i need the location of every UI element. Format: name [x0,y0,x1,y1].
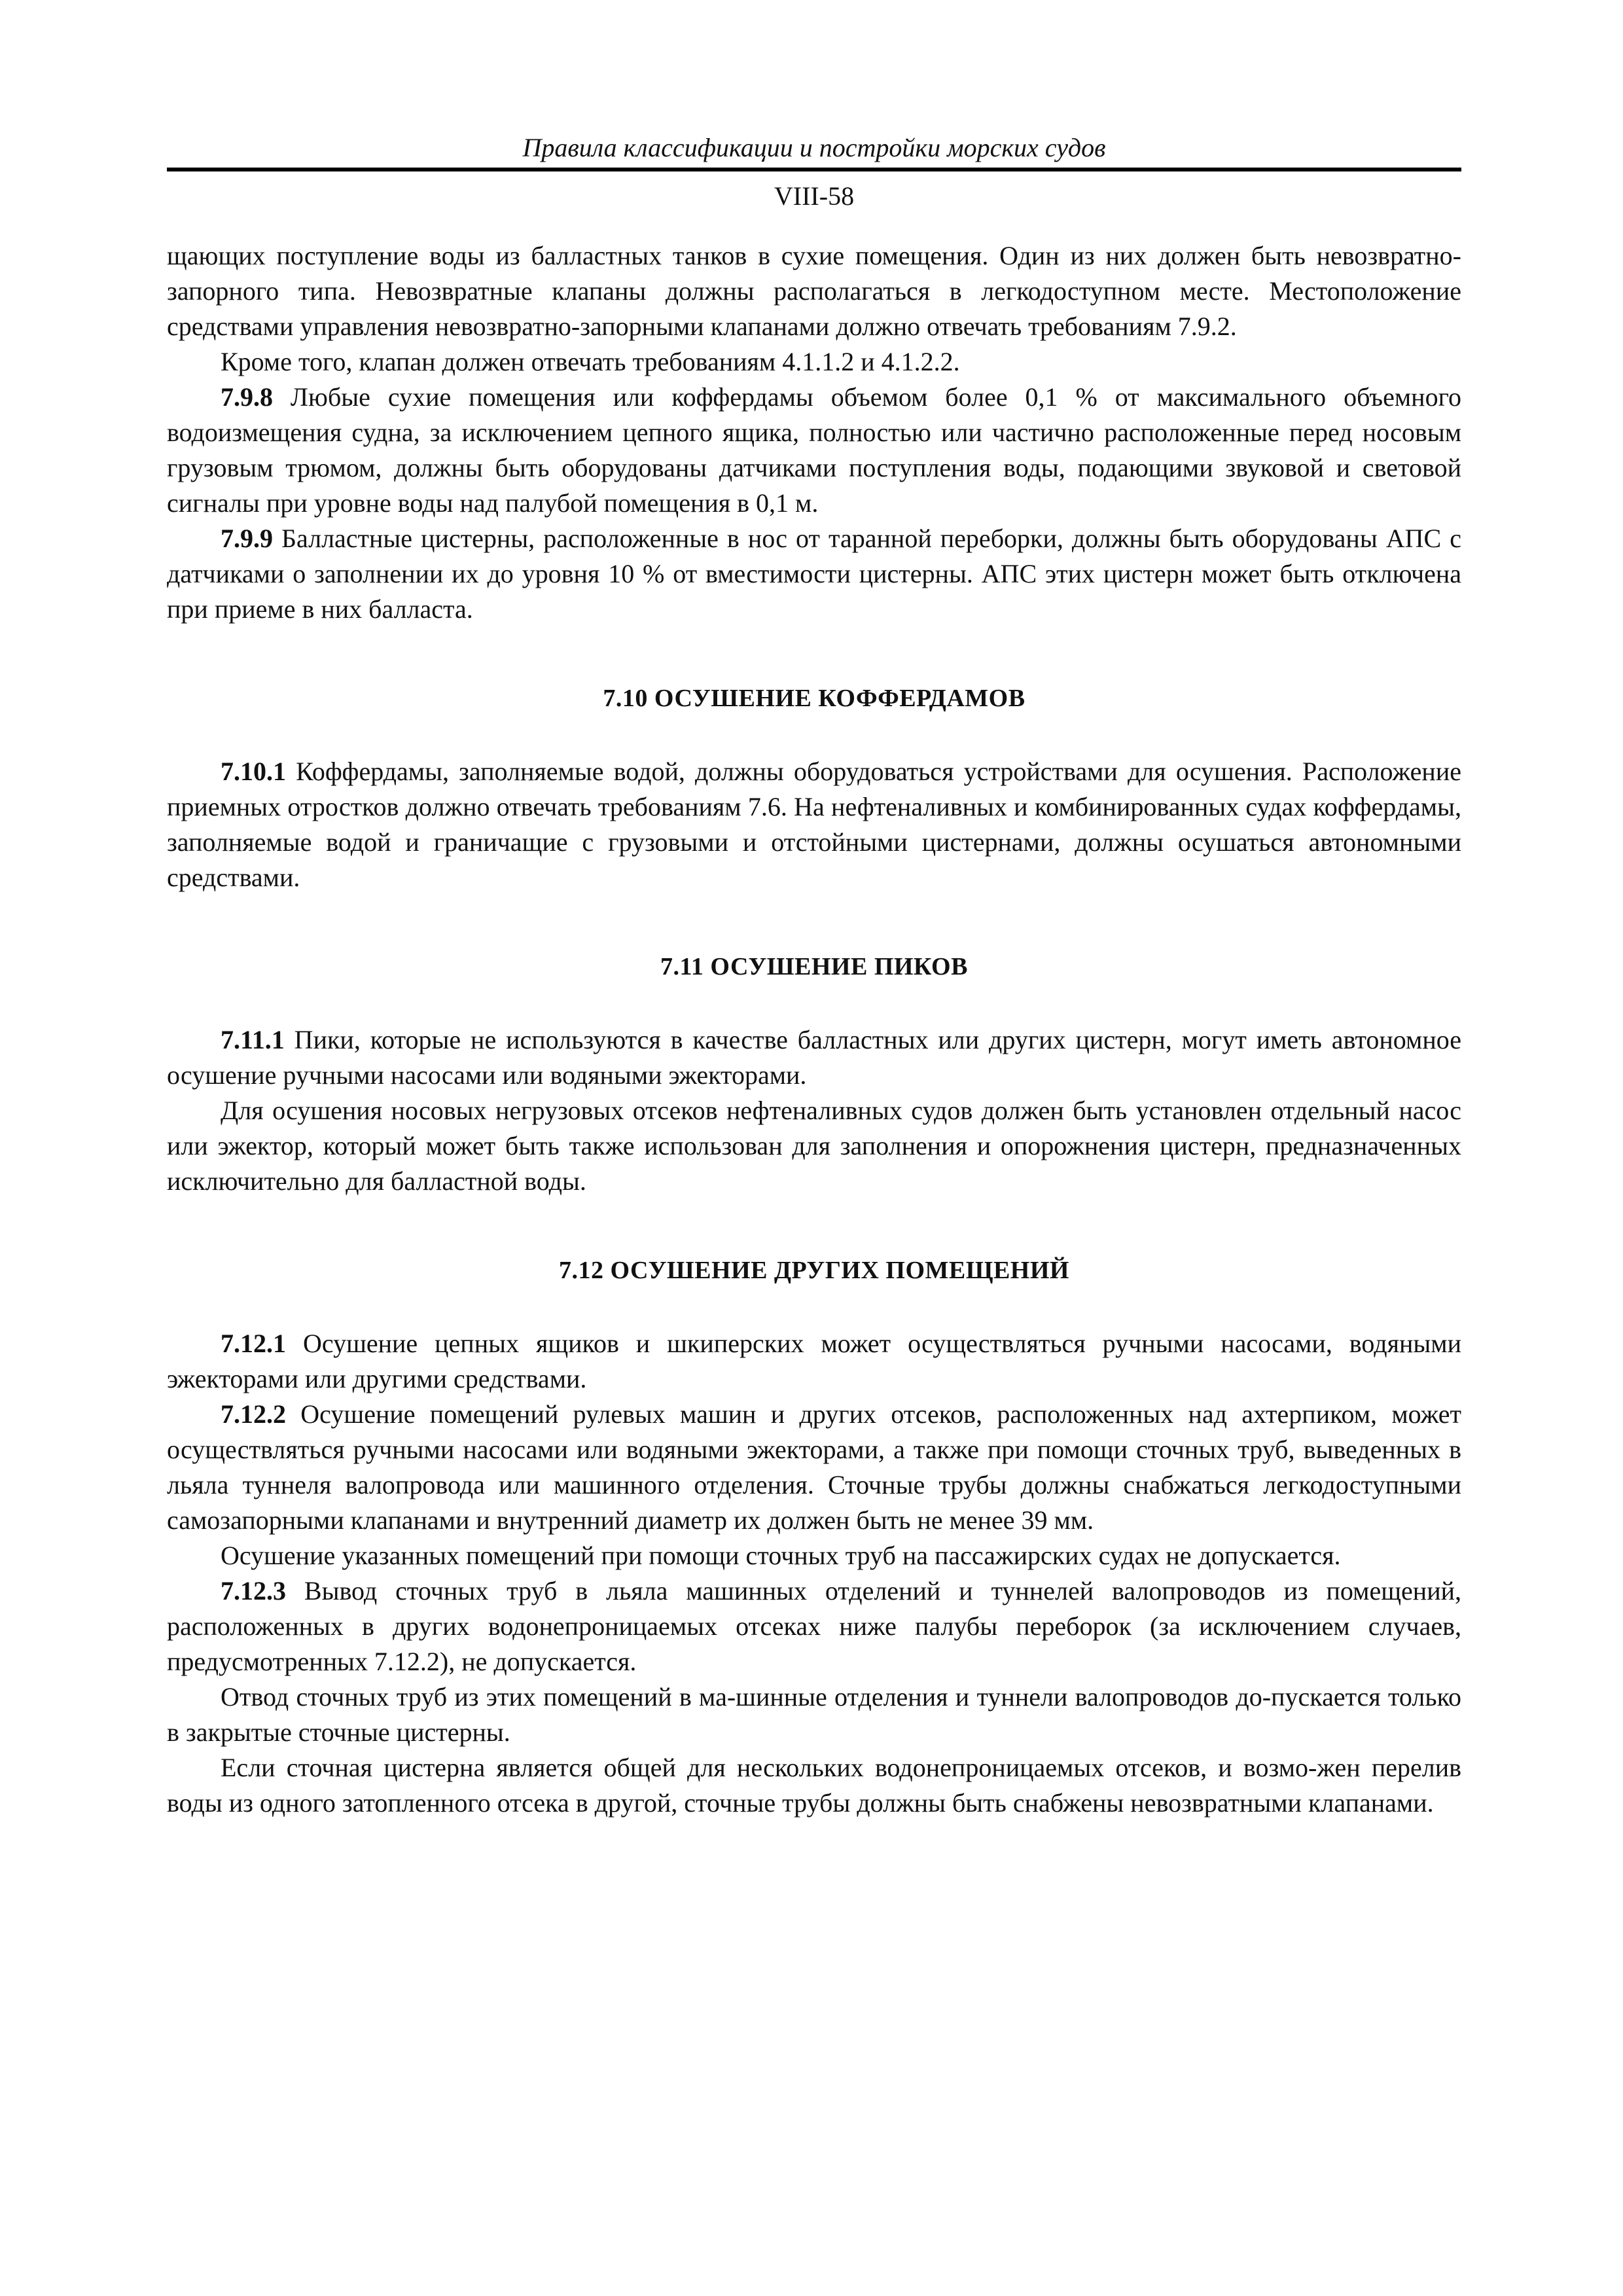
clause-7-10-1 [167,754,1461,895]
clause-number: 7.9.8 [221,382,273,412]
clause-7-12-2 [167,1397,1461,1538]
header-rule [167,168,1461,171]
paragraph: Если сточная цистерна является общей для нескольких водонепроницаемых отсеков, и возмо-жен перелив воды из одного затопленного отсека в другой, сточные трубы должны быть снабжены невозвратными клапанами. [167,1753,1461,1818]
paragraph: Осушение указанных помещений при помощи сточных труб на пассажирских судах не допускается. [221,1541,1341,1570]
clause-text: Коффердамы, заполняемые водой, должны оборудоваться устройствами для осушения. Расположение приемных отростков должно отвечать требованиям 7.6. На нефтеналивных и комбинированных судах коффердамы, заполняемые водой и граничащие с грузовыми и отстойными цистернами, должны осушаться автономными средствами. [167,757,1461,892]
section-heading-7-12: 7.12 ОСУШЕНИЕ ДРУГИХ ПОМЕЩЕНИЙ [559,1257,1069,1284]
clause-text: Пики, которые не используются в качестве балластных или других цистерн, могут иметь автономное осушение ручными насосами или водяными эжекторами. [167,1025,1461,1090]
document-page [167,131,1461,1821]
paragraph: Отвод сточных труб из этих помещений в ма-шинные отделения и туннели валопроводов до-пускается только в закрытые сточные цистерны. [167,1682,1461,1747]
clause-7-12-1 [167,1326,1461,1397]
clause-text: Осушение помещений рулевых машин и других отсеков, расположенных над ахтерпиком, может осуществляться ручными насосами или водяными эжекторами, а также при помощи сточных труб, выведенных в льяла туннеля валопровода или машинного отделения. Сточные трубы должны снабжаться легкодоступными самозапорными клапанами и внутренний диаметр их должен быть не менее 39 мм. [167,1399,1461,1535]
clause-7-12-3 [167,1573,1461,1679]
clause-text: Вывод сточных труб в льяла машинных отделений и туннелей валопроводов из помещений, расположенных в других водонепроницаемых отсеках ниже палубы переборок (за исключением случаев, предусмотренных 7.12.2), не допускается. [167,1576,1461,1676]
paragraph: Кроме того, клапан должен отвечать требованиям 4.1.1.2 и 4.1.2.2. [221,347,960,376]
clause-7-9-9 [167,521,1461,627]
clause-7-9-8 [167,380,1461,521]
clause-number: 7.12.3 [221,1576,286,1605]
clause-number: 7.11.1 [221,1025,285,1054]
running-title: Правила классификации и постройки морских судов [522,133,1106,162]
paragraph: Для осушения носовых негрузовых отсеков нефтеналивных судов должен быть установлен отдельный насос или эжектор, который может быть также использован для заполнения и опорожнения цистерн, предназначенных исключительно для балластной воды. [167,1096,1461,1196]
clause-number: 7.12.2 [221,1399,286,1429]
section-heading-7-10: 7.10 ОСУШЕНИЕ КОФФЕРДАМОВ [603,685,1026,712]
page-number: VIII-58 [774,181,855,211]
clause-number: 7.10.1 [221,757,286,786]
clause-text: Любые сухие помещения или коффердамы объемом более 0,1 % от максимального объемного водоизмещения судна, за исключением цепного ящика, полностью или частично расположенные перед носовым грузовым трюмом, должны быть оборудованы датчиками поступления воды, подающими звуковой и световой сигналы при уровне воды над палубой помещения в 0,1 м. [167,382,1461,518]
clause-text: Осушение цепных ящиков и шкиперских может осуществляться ручными насосами, водяными эжекторами или другими средствами. [167,1329,1461,1393]
section-heading-7-11: 7.11 ОСУШЕНИЕ ПИКОВ [660,953,968,980]
clause-number: 7.12.1 [221,1329,286,1358]
clause-7-11-1 [167,1022,1461,1093]
clause-text: Балластные цистерны, расположенные в нос от таранной переборки, должны быть оборудованы АПС с датчиками о заполнении их до уровня 10 % от вместимости цистерны. АПС этих цистерн может быть отключена при приеме в них балласта. [167,524,1461,624]
clause-number: 7.9.9 [221,524,273,553]
paragraph: щающих поступление воды из балластных танков в сухие помещения. Один из них должен быть невозвратно-запорного типа. Невозвратные клапаны должны располагаться в легкодоступном месте. Местоположение средствами управления невозвратно-запорными клапанами должно отвечать требованиям 7.9.2. [167,241,1461,341]
